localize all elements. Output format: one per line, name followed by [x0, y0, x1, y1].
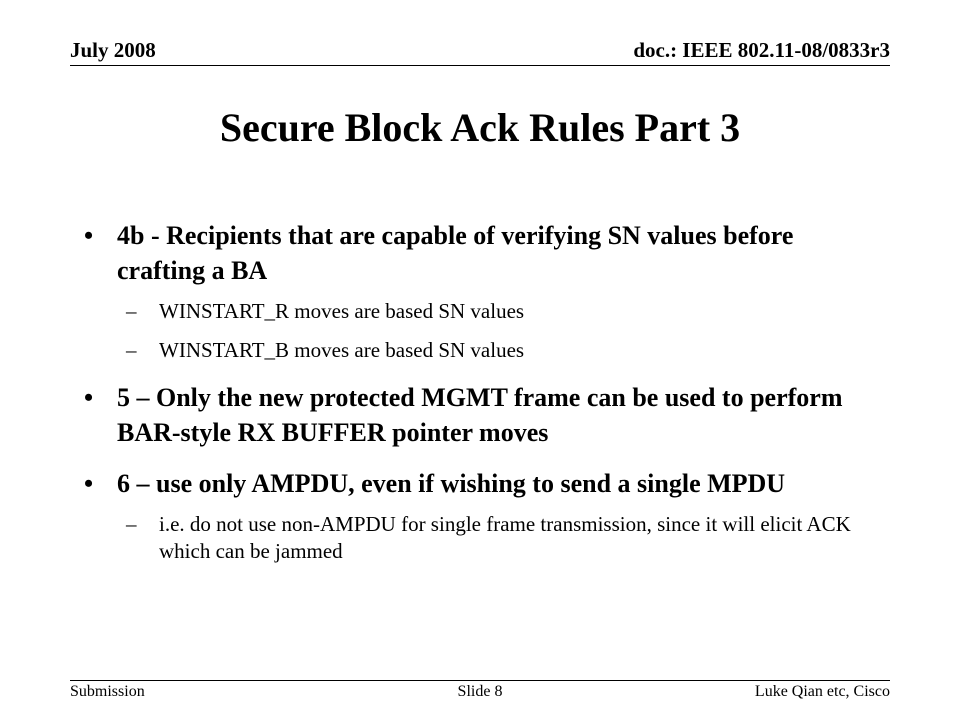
slide-title: Secure Block Ack Rules Part 3	[219, 105, 741, 150]
sub-bullet-mark: –	[126, 512, 137, 536]
footer-slide-number: Slide 8	[457, 683, 503, 700]
footer-divider	[70, 680, 890, 681]
sub-bullet-item	[84, 511, 884, 565]
bullet-item	[84, 380, 884, 450]
footer-author: Luke Qian etc, Cisco	[754, 683, 890, 700]
sub-bullet-text: WINSTART_B moves are based SN values	[159, 338, 525, 362]
sub-bullet-mark: –	[126, 338, 137, 362]
sub-bullet-item	[84, 298, 884, 325]
bullet-mark: •	[84, 383, 94, 412]
slide-content	[84, 218, 884, 577]
header-divider	[70, 65, 890, 66]
bullet-item	[84, 466, 884, 501]
sub-bullet-text: i.e. do not use non-AMPDU for single frame transmission, since it will elicit ACK which can be jammed	[159, 512, 851, 563]
header-doc-id: doc.: IEEE 802.11-08/0833r3	[633, 38, 890, 62]
bullet-mark: •	[84, 469, 94, 498]
bullet-text: 5 – Only the new protected MGMT frame can be used to perform BAR-style RX BUFFER pointer moves	[117, 383, 843, 447]
bullet-item	[84, 218, 884, 288]
sub-bullet-item	[84, 337, 884, 364]
sub-bullet-mark: –	[126, 299, 137, 323]
bullet-text: 6 – use only AMPDU, even if wishing to send a single MPDU	[117, 469, 786, 498]
sub-bullet-text: WINSTART_R moves are based SN values	[159, 299, 525, 323]
footer-submission: Submission	[70, 683, 145, 700]
header-date: July 2008	[70, 38, 156, 62]
bullet-text: 4b - Recipients that are capable of verifying SN values before crafting a BA	[117, 221, 794, 285]
bullet-mark: •	[84, 221, 94, 250]
